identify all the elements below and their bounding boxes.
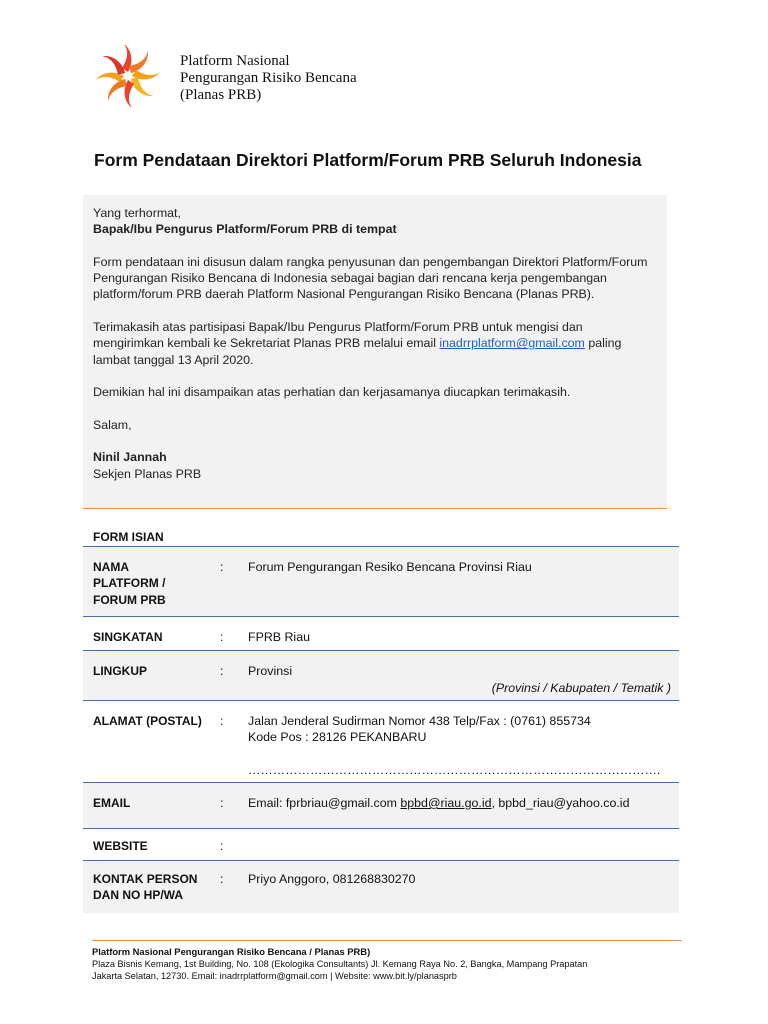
alamat-value[interactable] — [248, 713, 678, 778]
row-nama — [83, 547, 679, 617]
letter-paragraph-2 — [93, 319, 657, 368]
signer-title: Sekjen Planas PRB — [93, 466, 202, 481]
row-kontak — [83, 861, 679, 913]
row-website — [83, 829, 679, 861]
singkatan-label: SINGKATAN — [93, 630, 163, 644]
email-label: EMAIL — [93, 796, 131, 810]
document-title: Form Pendataan Direktori Platform/Forum PRB Seluruh Indonesia — [94, 150, 642, 170]
alamat-line1: Jalan Jenderal Sudirman Nomor 438 Telp/Fax : (0761) 855734 — [248, 714, 591, 728]
org-name-line3: (Planas PRB) — [180, 87, 262, 103]
org-name-line2: Pengurangan Risiko Bencana — [180, 70, 357, 86]
alamat-dots: ………………………………………………………………………………………. — [248, 762, 661, 777]
lingkup-label: LINGKUP — [93, 664, 147, 678]
paragraph-2-text-end: paling lambat tanggal 13 April 2020. — [93, 336, 622, 367]
footer-title: Platform Nasional Pengurangan Risiko Bencana / Planas PRB) — [92, 946, 371, 957]
recipient: Bapak/Ibu Pengurus Platform/Forum PRB di tempat — [93, 222, 397, 237]
colon: : — [220, 714, 224, 728]
lingkup-value[interactable]: Provinsi — [248, 664, 293, 678]
colon: : — [220, 560, 224, 574]
letter-paragraph-3: Demikian hal ini disampaikan atas perhatian dan kerjasamanya diucapkan terimakasih. — [93, 385, 571, 400]
kontak-value[interactable]: Priyo Anggoro, 081268830270 — [248, 872, 416, 886]
colon: : — [220, 872, 224, 886]
row-email — [83, 783, 679, 829]
cover-letter — [83, 195, 667, 509]
colon: : — [220, 664, 224, 678]
paragraph-2-text-start: Terimakasih atas partisipasi Bapak/Ibu Pengurus Platform/Forum PRB untuk mengisi dan mengirimkan kembali ke Sekretariat Planas PRB melalui email — [93, 320, 583, 351]
colon: : — [220, 796, 224, 810]
email-text-1: Email: fprbriau@gmail.com — [248, 796, 401, 810]
greeting: Yang terhormat, — [93, 206, 181, 220]
email-link-bpbd[interactable]: bpbd@riau.go.id — [400, 796, 492, 810]
footer-contact: Jakarta Selatan, 12730. Email: inadrrplatform@gmail.com | Website: www.bit.ly/planasprb — [92, 971, 457, 981]
page-footer — [92, 940, 682, 982]
form-heading: FORM ISIAN — [83, 528, 679, 547]
nama-label: NAMA PLATFORM / FORUM PRB — [93, 560, 166, 607]
email-text-2: , bpbd_riau@yahoo.co.id — [491, 796, 630, 810]
kontak-label: KONTAK PERSON DAN NO HP/WA — [93, 872, 198, 903]
row-alamat — [83, 701, 679, 783]
nama-value[interactable]: Forum Pengurangan Resiko Bencana Provinsi Riau — [248, 560, 532, 574]
alamat-label: ALAMAT (POSTAL) — [93, 714, 202, 728]
colon: : — [220, 630, 224, 644]
colon: : — [220, 839, 224, 853]
singkatan-value[interactable]: FPRB Riau — [248, 630, 310, 644]
org-name-line1: Platform Nasional — [180, 53, 290, 69]
email-value[interactable] — [248, 795, 678, 811]
footer-address: Plaza Bisnis Kemang, 1st Building, No. 108 (Ekologika Consultants) Jl. Kemang Raya No. 2, Bangka, Mampang Prapatan — [92, 959, 588, 969]
alamat-line2: Kode Pos : 28126 PEKANBARU — [248, 730, 427, 745]
org-name — [180, 53, 357, 104]
row-singkatan — [83, 617, 679, 651]
signer-name: Ninil Jannah — [93, 450, 167, 465]
row-lingkup — [83, 651, 679, 701]
website-label: WEBSITE — [93, 839, 148, 853]
form-isian — [83, 528, 679, 913]
lingkup-hint: (Provinsi / Kabupaten / Tematik ) — [491, 681, 671, 695]
letterhead — [92, 40, 492, 110]
email-link[interactable]: inadrrplatform@gmail.com — [439, 336, 585, 351]
pinwheel-logo-icon — [92, 40, 164, 112]
letter-paragraph-1: Form pendataan ini disusun dalam rangka penyusunan dan pengembangan Direktori Platform/Forum Pengurangan Risiko Bencana di Indonesia sebagai bagian dari rencana kerja pengembangan platform/forum PRB daerah Platform Nasional Pengurangan Risiko Bencana (Planas PRB). — [93, 254, 648, 302]
closing: Salam, — [93, 417, 132, 432]
